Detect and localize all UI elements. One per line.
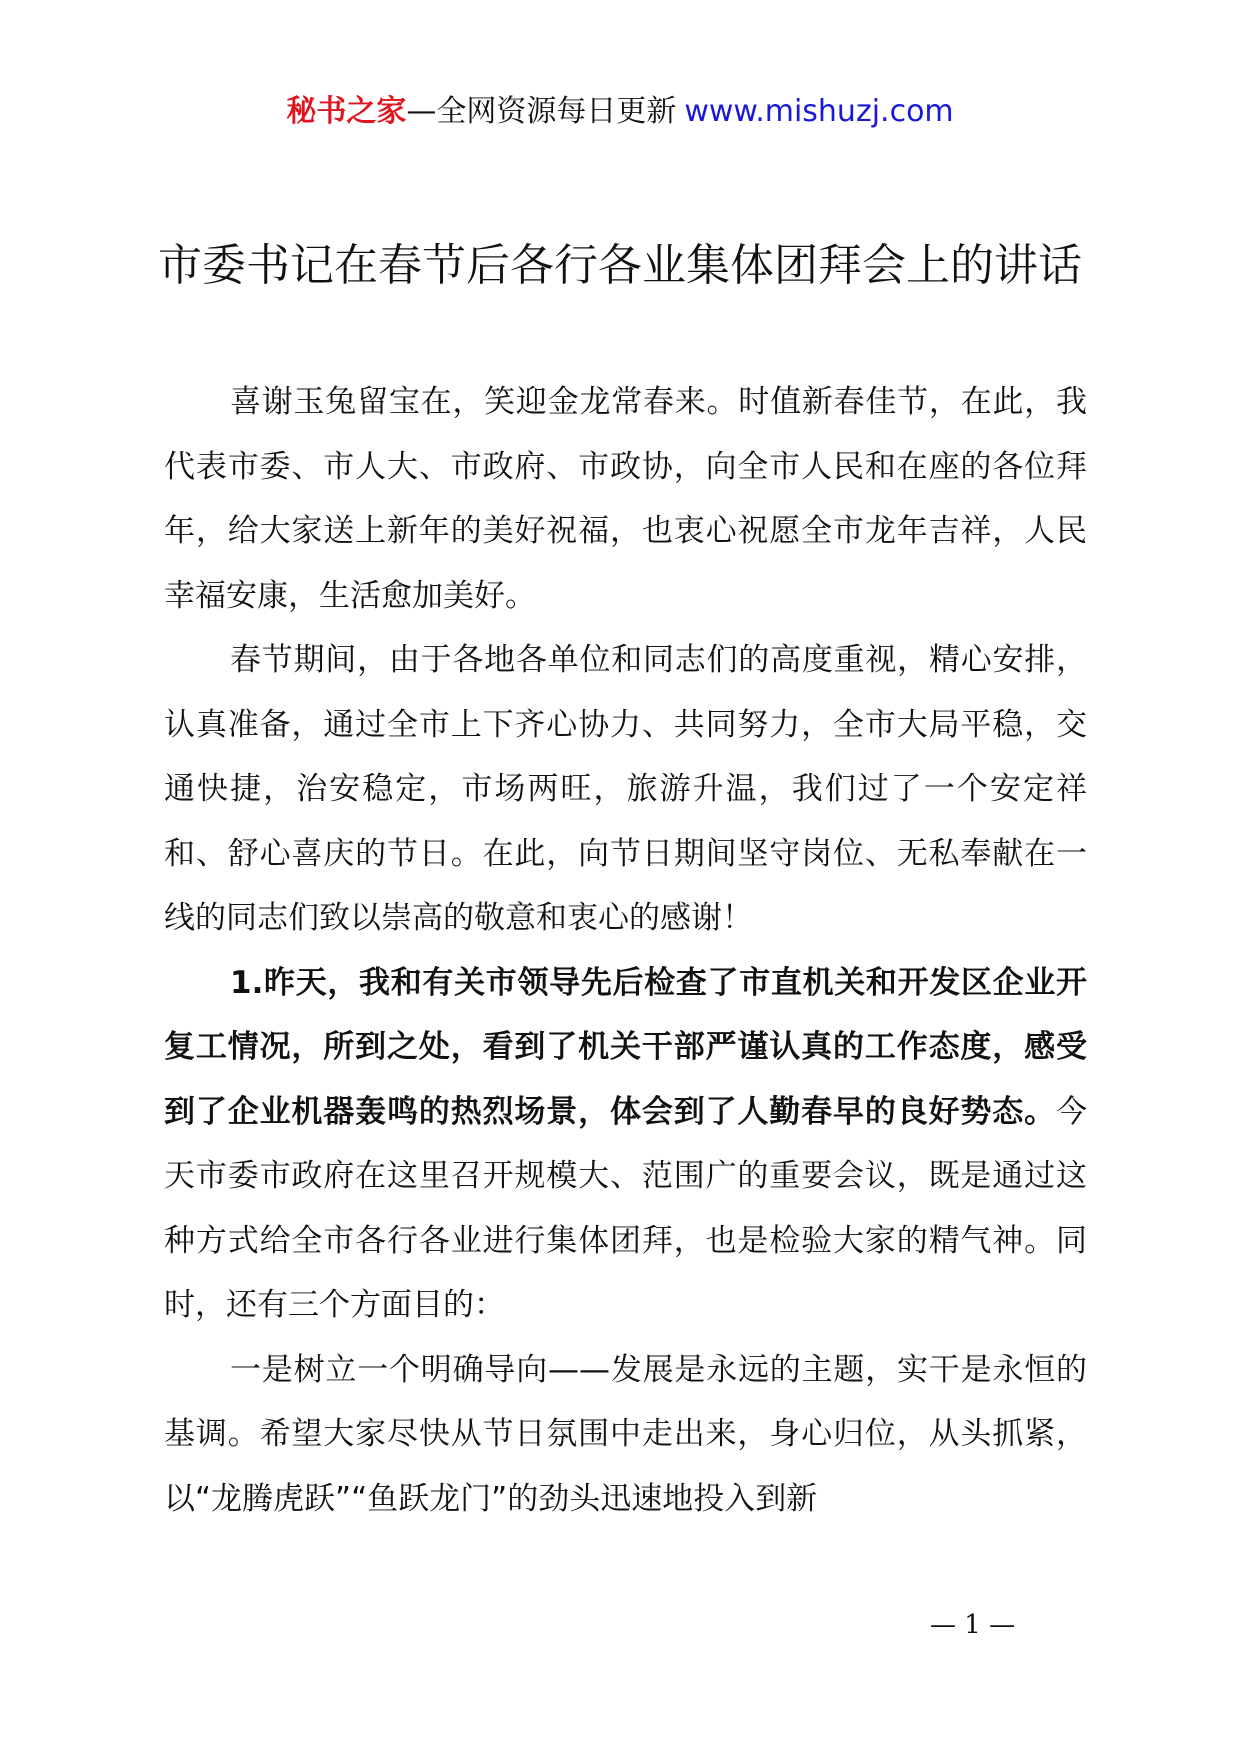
paragraph-4 bbox=[164, 1338, 1087, 1532]
paragraph-3 bbox=[164, 951, 1087, 1338]
paragraph-3-bold: 1.昨天，我和有关市领导先后检查了市直机关和开发区企业开复工情况，所到之处，看到了机关干部严谨认真的工作态度，感受到了企业机器轰鸣的热烈场景，体会到了人勤春早的良好势态。 bbox=[164, 964, 1087, 1130]
paragraph-2-text: 春节期间，由于各地各单位和同志们的高度重视，精心安排，认真准备，通过全市上下齐心协力、共同努力，全市大局平稳，交通快捷，治安稳定，市场两旺，旅游升温，我们过了一个安定祥和、舒心喜庆的节日。在此，向节日期间坚守岗位、无私奉献在一线的同志们致以崇高的敬意和衷心的感谢！ bbox=[164, 642, 1087, 936]
paragraph-1-text: 喜谢玉兔留宝在，笑迎金龙常春来。时值新春佳节，在此，我代表市委、市人大、市政府、市政协，向全市人民和在座的各位拜年，给大家送上新年的美好祝福，也衷心祝愿全市龙年吉祥，人民幸福安康，生活愈加美好。 bbox=[164, 384, 1087, 614]
paragraph-4-text: 一是树立一个明确导向——发展是永远的主题，实干是永恒的基调。希望大家尽快从节日氛围中走出来，身心归位，从头抓紧，以“龙腾虎跃”“鱼跃龙门”的劲头迅速地投入到新 bbox=[164, 1351, 1087, 1517]
paragraph-1 bbox=[164, 370, 1087, 628]
site-brand: 秘书之家 bbox=[286, 94, 407, 129]
paragraph-2 bbox=[164, 628, 1087, 951]
paragraph-3-text: 今天市委市政府在这里召开规模大、范围广的重要会议，既是通过这种方式给全市各行各业进行集体团拜，也是检验大家的精气神。同时，还有三个方面目的： bbox=[164, 1093, 1087, 1323]
site-url-link[interactable]: www.mishuzj.com bbox=[684, 94, 954, 129]
page-number: — 1 — bbox=[930, 1610, 1016, 1640]
document-title: 市委书记在春节后各行各业集体团拜会上的讲话 bbox=[158, 240, 1082, 291]
document-body bbox=[164, 370, 1087, 1531]
site-tagline: —全网资源每日更新 bbox=[406, 94, 677, 129]
site-header bbox=[0, 92, 1240, 132]
